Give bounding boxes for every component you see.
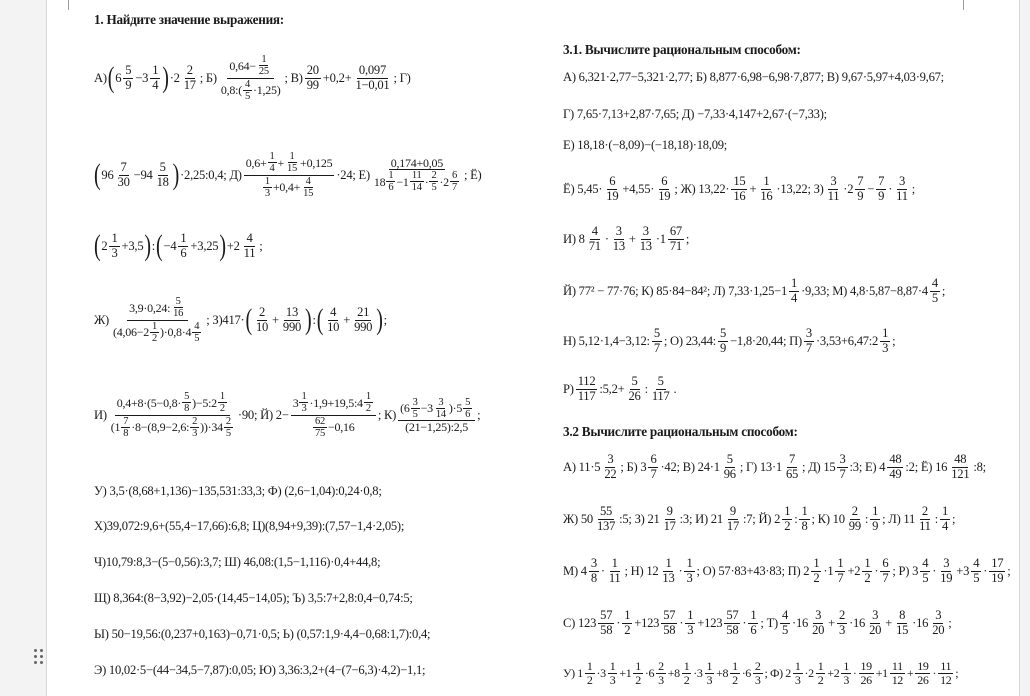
page-corner-mark-left [58, 0, 69, 10]
task-3-1-row4: Ё) 5,45· 6 19 +4,55· 6 19 ; Ж) 13,22· 15 16 + $\frac{1}{16}$ ·13,22; З) 3 11 ·2 7 9 − $\frac{7}{9}$ · 3 11 ; [563, 174, 916, 203]
task-a-b-v-g: А) ( 6 5 9 −3 1 4 ) ·2 2 17 ; Б) 0,64− $\frac{1}{25}$ 0,8: ( 4 5 ·1,25 ) ; В) 20 99 +0,2+ $\frac{0,097}{1-0,01}$ ; Г) [94, 54, 411, 102]
task-3-1-row3: Е) 18,18·(−8,09)−(−18,18)·18,09; [563, 138, 728, 152]
left-heading: 1. Найдите значение выражения: [94, 12, 284, 27]
right-heading-3-1: 3.1. Вычислите рациональным способом: [563, 42, 801, 57]
task-ch-sh: Ч)10,79:8,3−(5−0,56):3,7; Ш) 46,08:(1,5−1,116)·0,4+44,8; [94, 555, 381, 569]
right-heading-3-2: 3.2 Вычислите рациональным способом: [563, 424, 798, 439]
task-3-2-row4: С) 123 57 58 · 1 2 +123 57 58 · 1 3 +123 57 58 · 1 6 ; Т) 4 5 ·16 3 20 + $\frac{2}{3}$ ·16 3 20 + $\frac{8}{15}$ ·16 3 20 ; [563, 608, 952, 637]
drag-handle-icon[interactable] [34, 649, 44, 665]
task-3-1-row2: Г) 7,65·7,13+2,87·7,65; Д) −7,33·4,147+2,67·(−7,33); [563, 107, 827, 121]
task-sch-hard: Щ) 8,364:(8−3,92)−2,05·(14,45−14,05); Ъ) 3,5:7+2,8:0,4−0,74:5; [94, 591, 413, 605]
page-corner-mark-right [963, 0, 974, 10]
task-y-soft: Ы) 50−19,56:(0,237+0,163)−0,71·0,5; Ь) (0,57:1,9·4,4−0,68:1,7):0,4; [94, 627, 431, 641]
task-3-2-row3: М) 4 3 8 · 1 11 ; Н) 12 1 13 · 1 3 ; О) 57·83+43·83; П) 2 1 2 ·1 1 7 +2 1 2 · 6 7 ; Р) 3 4 5 · 3 19 +3 4 5 · 17 19 ; [563, 556, 1011, 585]
task-3-2-row5: У) 1 1 2 ·3 1 3 +1 1 2 ·6 2 3 +8 1 2 ·3 1 3 +8 1 2 ·6 2 3 ; Ф) 2 1 3 ·2 1 2 +2 1 3 · 19 26 +1 11 12 + $\frac{19}{26}$ · 11 12 ; [563, 658, 959, 687]
task-3-1-row5: И) 8 4 71 · 3 13 + $\frac{3}{13}$ ·1 67 71 ; [563, 224, 690, 253]
task-e-yu: Э) 10,02·5−(44−34,5−7,87):0,05; Ю) 3,36:3,2+(4−(7−6,3)·4,2)−1,1; [94, 663, 426, 677]
task-3-1-row8: Р) 112 117 :5,2+ $\frac{5}{26}$ : 5 117 . [563, 374, 677, 403]
task-zh-z: Ж) 3,9·0,24: 5 16 ( 4,06−2 1 2 ) ·0,8·4 4 5 ; З)417· ( 2 10 + $\frac{13}{990}$ ) : ( 4 10 + $\frac{21}{990}$ ) ; [94, 296, 387, 344]
task-3-1-row7: Н) 5,12·1,4−3,12: 5 7 ; О) 23,44: 5 9 −1,8·20,44; П) 3 7 ·3,53+6,47:2 1 3 ; [563, 326, 896, 355]
task-u-f: У) 3,5·(8,68+1,136)−135,531:33,3; Ф) (2,6−1,04):0,24·0,8; [94, 484, 382, 498]
task-3-1-row1: А) 6,321·2,77−5,321·2,77; Б) 8,877·6,98−6,98·7,877; В) 9,67·5,97+4,03·9,67; [563, 70, 944, 84]
task-i-j-k: И) 0,4+8· ( 5−0,8· 5 8 ) −5:2 1 2 ( 1 7 8 ·8− ( 8,9−2,6: 2 3 )) ·34 2 5 ·90; Й) 2− 3 1 3 ·1,9+19,5:4 1 2 62 75 −0,16 ; К) ( 6 3 5 −3 3 14 ) ·5 5 6 (21−1,25):2,5 ; [94, 391, 481, 439]
task-g-d-e: ( 96 7 30 −94 5 18 ) ·2,25:0,4; Д) 0,6+ $\frac{1}{4}$ + $\frac{1}{15}$ +0,125 1 3 +0,4+ $\frac{4}{15}$ ·24; Е) 0,174+0,05 18 1 6 −1 11 14 · 2 5 ·2 6 7 ; Ё) [94, 151, 482, 199]
task-3-2-row2: Ж) 50 55 137 :5; З) 21 9 17 :3; И) 21 9 17 :7; Й) 2 1 2 : 1 8 ; К) 10 2 99 : 1 9 ; Л) 11 2 11 : 1 4 ; [563, 504, 956, 533]
task-3-2-row1: А) 11·5 3 22 ; Б) 3 6 7 ·42; В) 24·1 5 96 ; Г) 13·1 7 65 ; Д) 15 3 7 :3; Е) 4 48 49 :2; Ё) 16 48 121 :8; [563, 452, 986, 481]
task-3-1-row6: Й) 77² − 77·76; К) 85·84−84²; Л) 7,33·1,25−1 1 4 ·9,33; М) 4,8·5,87−8,87·4 4 5 ; [563, 276, 946, 305]
task-x-c: Х)39,072:9,6+(55,4−17,66):6,8; Ц)(8,94+9,39):(7,57−1,4·2,05); [94, 519, 405, 533]
task-yo: ( 2 1 3 +3,5 ) : ( −4 1 6 +3,25 ) +2 4 11 ; [94, 229, 263, 263]
